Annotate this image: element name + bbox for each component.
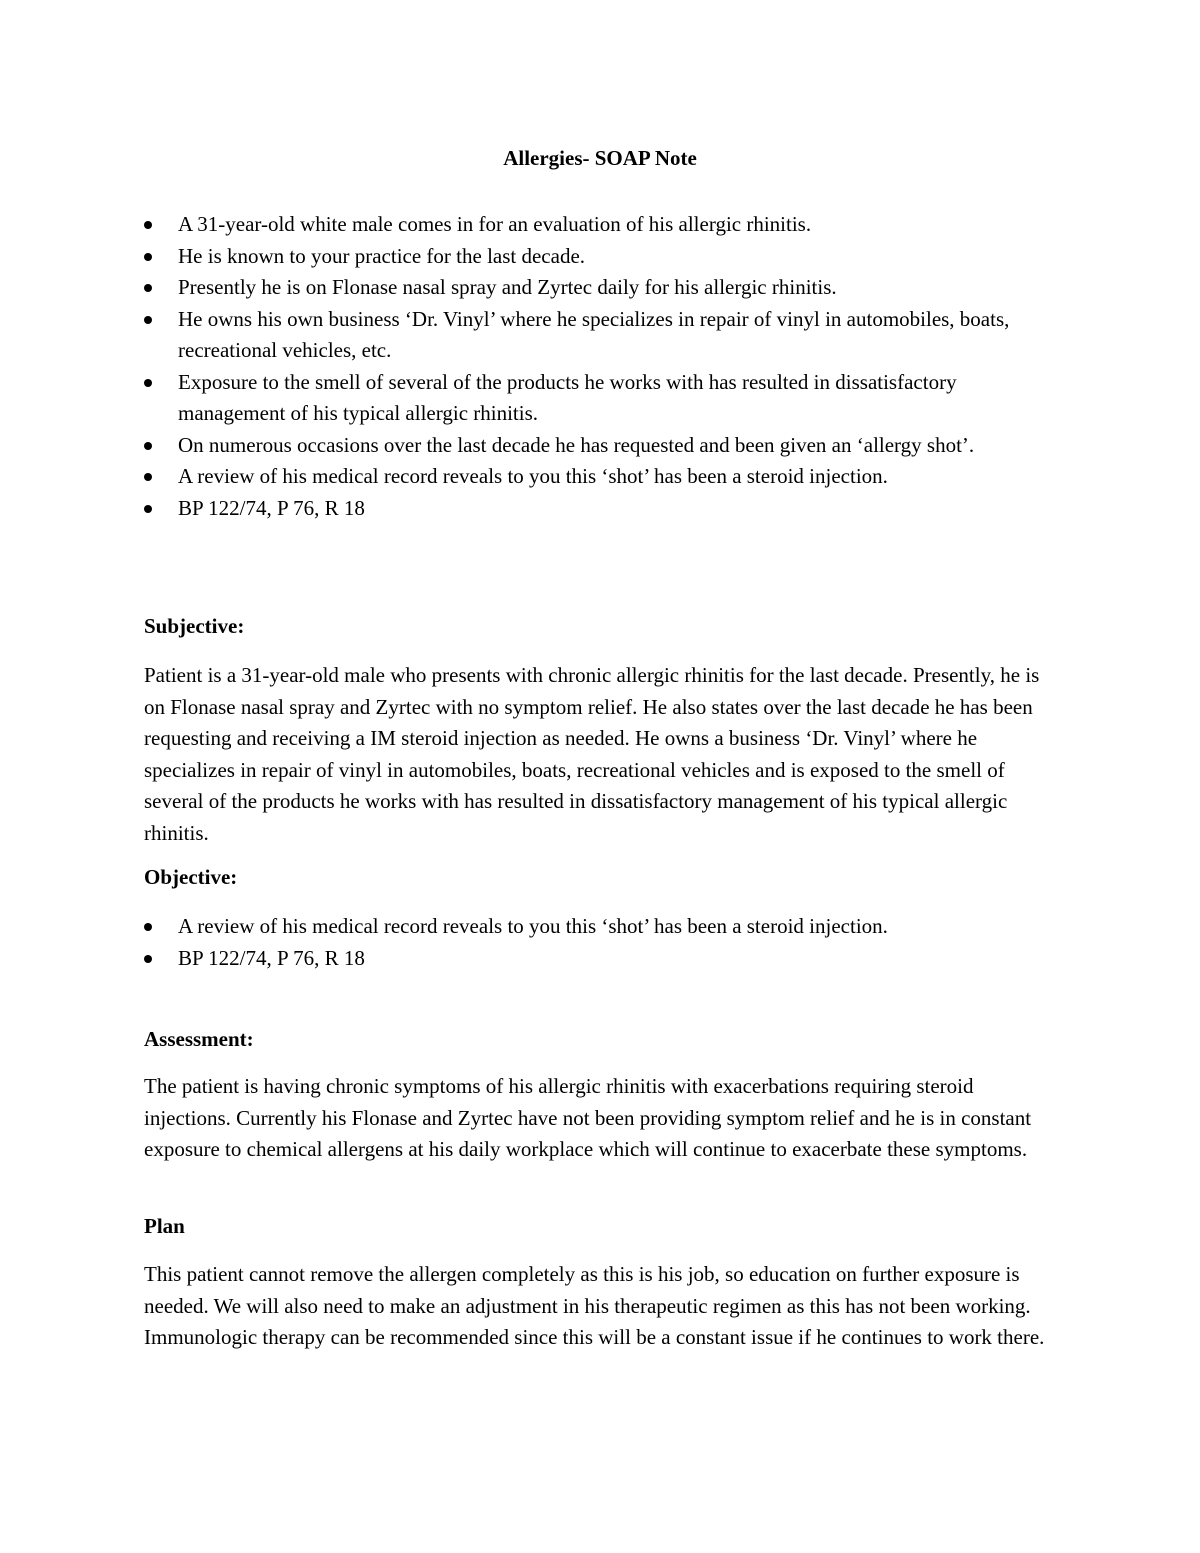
intro-bullet-5: Exposure to the smell of several of the products he works with has resulted in dissatisfactory management of his typical allergic rhinitis. (144, 367, 1064, 430)
subjective-text: Patient is a 31-year-old male who presents with chronic allergic rhinitis for the last decade. Presently, he is on Flonase nasal spray and Zyrtec with no symptom relief. He also states over the last decade he has been requesting and receiving a IM steroid injection as needed. He owns a business ‘Dr. Vinyl’ where he specializes in repair of vinyl in automobiles, boats, recreational vehicles and is exposed to the smell of several of the products he works with has resulted in dissatisfactory management of his typical allergic rhinitis. (144, 663, 1040, 845)
objective-bullet-list (144, 911, 1064, 974)
objective-bullet-1: A review of his medical record reveals to you this ‘shot’ has been a steroid injection. (144, 911, 1064, 943)
document-title: Allergies- SOAP Note (503, 146, 697, 170)
objective-heading: Objective: (144, 865, 238, 889)
plan-text: This patient cannot remove the allergen completely as this is his job, so education on further exposure is needed. We will also need to make an adjustment in his therapeutic regimen as this has not been working. Immunologic therapy can be recommended since this will be a constant issue if he continues to work there. (144, 1262, 1045, 1349)
intro-bullet-6: On numerous occasions over the last decade he has requested and been given an ‘allergy shot’. (144, 430, 1064, 462)
intro-bullet-list (144, 209, 1064, 524)
intro-bullet-8: BP 122/74, P 76, R 18 (144, 493, 1064, 525)
plan-heading: Plan (144, 1214, 185, 1238)
subjective-heading: Subjective: (144, 614, 245, 638)
assessment-heading: Assessment: (144, 1027, 254, 1051)
assessment-text: The patient is having chronic symptoms of his allergic rhinitis with exacerbations requiring steroid injections. Currently his Flonase and Zyrtec have not been providing symptom relief and he is in constant exposure to chemical allergens at his daily workplace which will continue to exacerbate these symptoms. (144, 1074, 1032, 1161)
intro-bullet-1: A 31-year-old white male comes in for an evaluation of his allergic rhinitis. (144, 209, 1064, 241)
intro-bullet-2: He is known to your practice for the last decade. (144, 241, 1064, 273)
objective-bullet-2: BP 122/74, P 76, R 18 (144, 943, 1064, 975)
intro-bullet-7: A review of his medical record reveals to you this ‘shot’ has been a steroid injection. (144, 461, 1064, 493)
intro-bullet-3: Presently he is on Flonase nasal spray and Zyrtec daily for his allergic rhinitis. (144, 272, 1064, 304)
intro-bullet-4: He owns his own business ‘Dr. Vinyl’ where he specializes in repair of vinyl in automobiles, boats, recreational vehicles, etc. (144, 304, 1064, 367)
